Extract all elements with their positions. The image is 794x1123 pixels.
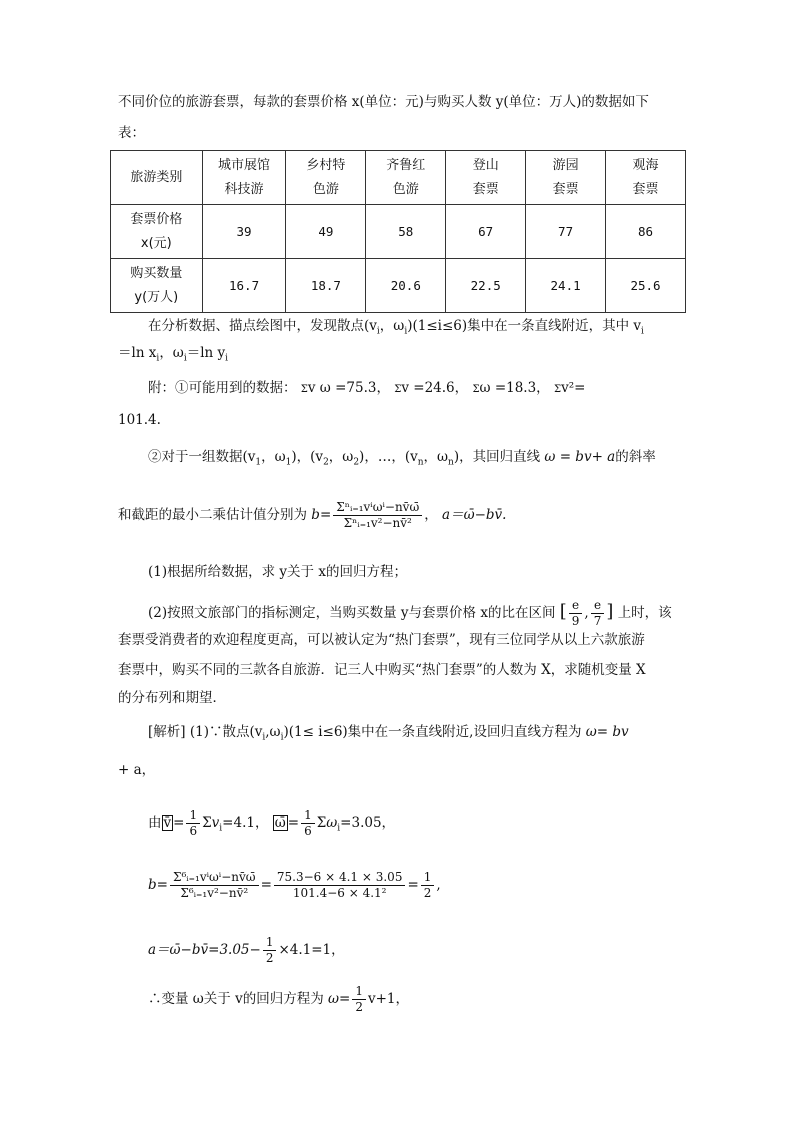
appendix-line: 附：①可能用到的数据： Σv ω =75.3， Σv =24.6， Σω =18.3， Σv²=: [148, 380, 586, 396]
intro-line-2: 表：: [118, 125, 145, 141]
table-header-cell: 登山 套票: [446, 151, 526, 205]
solution-step-2: b= $\frac{\text{Σ⁶ᵢ₌₁vⁱωⁱ−nv̄ω̄}}{\text{Σ⁶ᵢ₌₁v²−nv̄²}}$ = $\frac{75.3-6 \times 4.1 \times 3.05}{\text{101.4−6 × 4.1²}}$ = $\frac{1}{2}$ ,: [148, 870, 441, 900]
table-row-buyers: [111, 259, 686, 313]
question-1: (1)根据所给数据，求 y关于 x的回归方程；: [148, 564, 407, 580]
table-row-price: [111, 205, 686, 259]
row-label: 套票价格 x(元): [111, 205, 203, 259]
para1-line-1: 在分析数据、描点绘图中，发现散点($v_i$，$\omega_i)(1\le i\le 6)$集中在一条直线附近，其中 $v_i$: [148, 318, 644, 337]
table-cell: 77: [526, 205, 606, 259]
question-2-line-4: 的分布列和期望．: [118, 690, 226, 706]
data-table: [110, 150, 686, 313]
table-cell: 49: [286, 205, 366, 259]
table-header-cell: 观海 套票: [606, 151, 686, 205]
table-header-cell: 乡村特 色游: [286, 151, 366, 205]
table-cell: 25.6: [606, 259, 686, 313]
v-bar-box: v̄: [163, 815, 172, 831]
table-cell: 39: [202, 205, 286, 259]
table-header-row: [111, 151, 686, 205]
item2-line-1: ②对于一组数据($v_1$，$\omega_1$)，($v_2$，$\omega_2$)，…，($v_n$，$\omega_n$)，其回归直线 ω = bv+ a的斜率: [148, 449, 656, 468]
item2-line-2: 和截距的最小二乘估计值分别为 b= $\frac{\text{Σⁿᵢ₌₁vⁱωⁱ−nv̄ω̄}}{\text{Σⁿᵢ₌₁v²−nv̄²}}$ ， a＝ω̄−bv̄.: [118, 500, 507, 530]
table-header-cell: 齐鲁红 色游: [366, 151, 446, 205]
para1-line-2: ＝ln $x_i$，$\omega_i=\ln$ $y_i$: [118, 345, 229, 364]
table-cell: 18.7: [286, 259, 366, 313]
table-cell: 86: [606, 205, 686, 259]
table-header-cell: 旅游类别: [111, 151, 203, 205]
appendix-cont: 101.4.: [118, 412, 161, 428]
row-label: 购买数量 y(万人): [111, 259, 203, 313]
question-2-line-1: (2)按照文旅部门的指标测定，当购买数量 y与套票价格 x的比在区间 [ $\frac{e}{9}$ , $\frac{e}{7}$ ] 上时，该: [148, 598, 672, 628]
table-cell: 58: [366, 205, 446, 259]
table-cell: 24.1: [526, 259, 606, 313]
solution-line-1: [解析] (1)∵散点$(v_i,\omega_i)(1\le i\le 6)$集中在一条直线附近,设回归直线方程为 ω= bv: [148, 724, 629, 743]
solution-step-3: a＝ω̄−bv̄=3.05− $\frac{1}{2}$ ×4.1=1，: [148, 935, 345, 965]
omega-bar-box: ω̄: [274, 815, 286, 831]
table-cell: 67: [446, 205, 526, 259]
table-cell: 16.7: [202, 259, 286, 313]
question-2-line-3: 套票中，购买不同的三款各自旅游．记三人中购买“热门套票”的人数为 X，求随机变量 X: [118, 662, 646, 678]
table-header-cell: 游园 套票: [526, 151, 606, 205]
intro-line-1: 不同价位的旅游套票，每款的套票价格 x(单位：元)与购买人数 y(单位：万人)的数据如下: [118, 94, 649, 110]
solution-line-2: + a，: [118, 762, 156, 778]
solution-conclusion: ∴变量 ω关于 v的回归方程为 ω= $\frac{1}{2}$ v+1，: [148, 984, 410, 1014]
solution-step-1: 由 v̄ = $\frac{1}{6}$ $\Sigma v_i=4.1$， ω̄ = $\frac{1}{6}$ $\Sigma\omega_i=3.05$，: [148, 808, 396, 838]
question-2-line-2: 套票受消费者的欢迎程度更高，可以被认定为“热门套票”，现有三位同学从以上六款旅游: [118, 632, 645, 648]
table-header-cell: 城市展馆 科技游: [202, 151, 286, 205]
table-cell: 22.5: [446, 259, 526, 313]
b-formula-fraction: $\frac{\text{Σⁿᵢ₌₁vⁱωⁱ−nv̄ω̄}}{\text{Σⁿᵢ₌₁v²−nv̄²}}$: [333, 500, 422, 531]
table-cell: 20.6: [366, 259, 446, 313]
